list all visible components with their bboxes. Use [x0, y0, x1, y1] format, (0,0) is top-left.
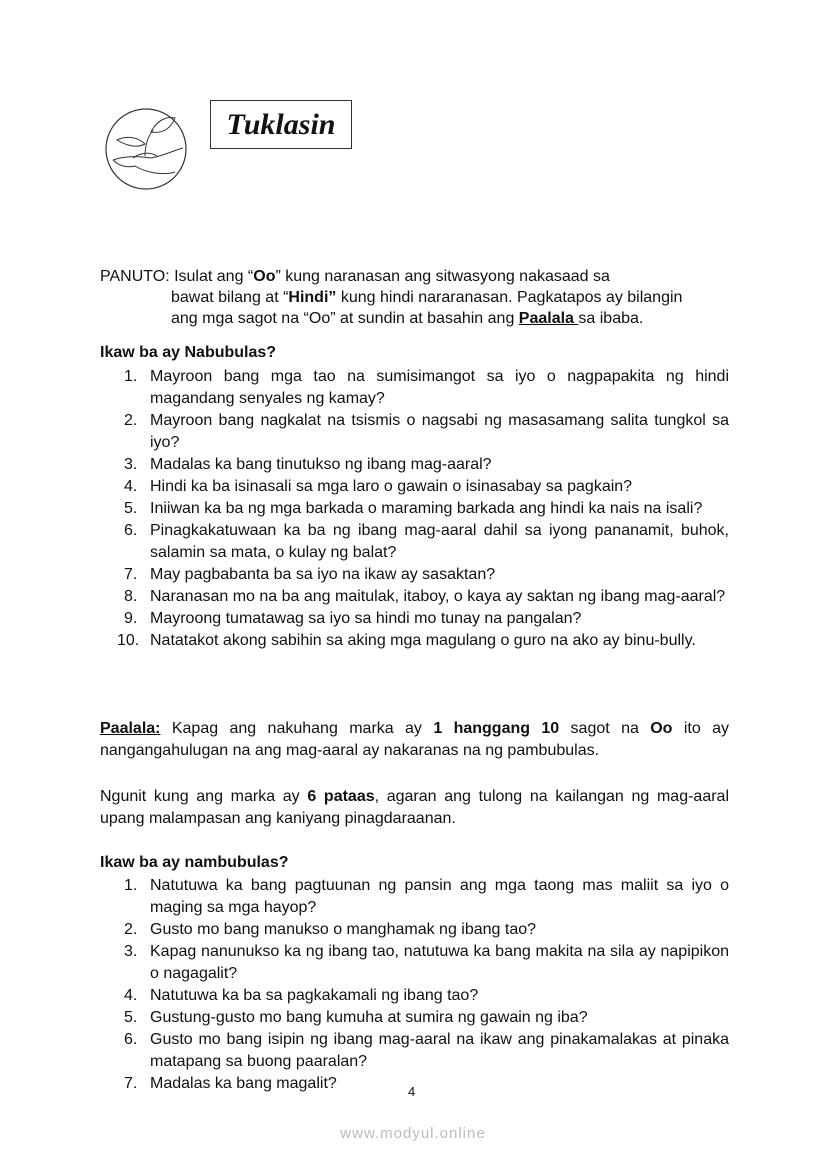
item-text: Natutuwa ka ba sa pagkakamali ng ibang tao? — [150, 987, 479, 1004]
item-number: 4. — [124, 987, 138, 1004]
text: 1 hanggang 10 — [433, 720, 560, 737]
text: Isulat ang “ — [169, 268, 254, 285]
item-text: Natatakot akong sabihin sa aking mga magulang o guro na ako ay binu-bully. — [150, 632, 696, 649]
item-text: Gusto mo bang isipin ng ibang mag-aaral na ikaw ang pinakamalakas at pinaka matapang sa buong paaralan? — [150, 1031, 729, 1070]
list-item — [100, 919, 729, 941]
hand-with-seedling-icon — [105, 106, 187, 192]
item-number: 2. — [124, 921, 138, 938]
item-text: Mayroon bang nagkalat na tsismis o nagsabi ng masasamang salita tungkol sa iyo? — [150, 412, 729, 451]
item-text: Pinagkakatuwaan ka ba ng ibang mag-aaral dahil sa iyong pananamit, buhok, salamin sa mata, o kulay ng balat? — [150, 522, 729, 561]
item-text: Gusto mo bang manukso o manghamak ng ibang tao? — [150, 921, 537, 938]
list-item — [100, 498, 729, 520]
text: ang mga sagot na “Oo” at sundin at basahin ang — [171, 310, 519, 327]
list-item — [100, 454, 729, 476]
item-text: Kapag nanunukso ka ng ibang tao, natutuwa ka bang makita na sila ay napipikon o nagagalit? — [150, 943, 729, 982]
text: sa ibaba. — [578, 310, 644, 327]
item-text: Mayroong tumatawag sa iyo sa hindi mo tunay na pangalan? — [150, 610, 582, 627]
text: Ngunit kung ang marka ay — [100, 788, 308, 805]
item-text: Natutuwa ka bang pagtuunan ng pansin ang mga taong mas maliit sa iyo o maging sa mga hayop? — [150, 877, 729, 916]
item-number: 9. — [124, 610, 138, 627]
text: Oo — [650, 720, 673, 737]
item-number: 6. — [124, 522, 138, 539]
text: Paalala: — [100, 720, 161, 737]
instructions-label: PANUTO: — [100, 268, 170, 285]
section-title: Tuklasin — [210, 100, 352, 149]
item-number: 7. — [124, 1075, 138, 1092]
item-text: Madalas ka bang magalit? — [150, 1075, 337, 1092]
list-item — [100, 608, 729, 630]
item-number: 7. — [124, 566, 138, 583]
list-item — [100, 985, 729, 1007]
section1-heading: Ikaw ba ay Nabubulas? — [100, 344, 277, 361]
text: Paalala — [518, 310, 579, 327]
list-item — [100, 875, 729, 919]
item-text: Mayroon bang mga tao na sumisimangot sa iyo o nagpapakita ng hindi magandang senyales ng kamay? — [150, 368, 729, 407]
item-number: 3. — [124, 943, 138, 960]
item-text: Iniiwan ka ba ng mga barkada o maraming barkada ang hindi ka nais na isali? — [150, 500, 703, 517]
text: bawat bilang at “ — [171, 289, 289, 306]
list-item — [100, 410, 729, 454]
item-number: 1. — [124, 368, 138, 385]
text: ito ay nangangahulugan na ang mag-aaral ay nakaranas na ng pambubulas. — [100, 720, 729, 759]
paalala-paragraph — [100, 718, 729, 762]
list-item — [100, 630, 729, 652]
section2-list — [100, 875, 729, 1095]
text: 6 pataas — [307, 788, 375, 805]
item-text: Madalas ka bang tinutukso ng ibang mag-aaral? — [150, 456, 492, 473]
item-number: 5. — [124, 500, 138, 517]
list-item — [100, 941, 729, 985]
item-text: May pagbabanta ba sa iyo na ikaw ay sasaktan? — [150, 566, 496, 583]
item-number: 10. — [117, 632, 140, 649]
item-number: 6. — [124, 1031, 138, 1048]
list-item — [100, 520, 729, 564]
text: Kapag ang nakuhang marka ay — [160, 720, 434, 737]
list-item — [100, 1007, 729, 1029]
item-text: Hindi ka ba isinasali sa mga laro o gawain o isinasabay sa pagkain? — [150, 478, 633, 495]
instructions — [100, 266, 740, 329]
watermark: www.modyul.online — [340, 1125, 486, 1142]
item-number: 2. — [124, 412, 138, 429]
text: , agaran ang tulong na kailangan ng mag-aaral upang malampasan ang kaniyang pinagdaraanan. — [100, 788, 730, 827]
section1-list — [100, 366, 729, 652]
item-text: Gustung-gusto mo bang kumuha at sumira ng gawain ng iba? — [150, 1009, 588, 1026]
item-number: 8. — [124, 588, 138, 605]
list-item — [100, 1029, 729, 1073]
page-number: 4 — [408, 1084, 416, 1099]
ngunit-paragraph — [100, 786, 729, 830]
list-item — [100, 366, 729, 410]
list-item — [100, 586, 729, 608]
text: Hindi” — [288, 289, 337, 306]
item-text: Naranasan mo na ba ang maitulak, itaboy, o kaya ay saktan ng ibang mag-aaral? — [150, 588, 726, 605]
text: kung hindi nararanasan. Pagkatapos ay bilangin — [336, 289, 683, 306]
item-number: 5. — [124, 1009, 138, 1026]
item-number: 1. — [124, 877, 138, 894]
list-item — [100, 564, 729, 586]
list-item — [100, 476, 729, 498]
text: sagot na — [559, 720, 651, 737]
section2-heading: Ikaw ba ay nambubulas? — [100, 854, 289, 871]
text: ” kung naranasan ang sitwasyong nakasaad sa — [275, 268, 610, 285]
item-number: 4. — [124, 478, 138, 495]
text: Oo — [253, 268, 276, 285]
item-number: 3. — [124, 456, 138, 473]
